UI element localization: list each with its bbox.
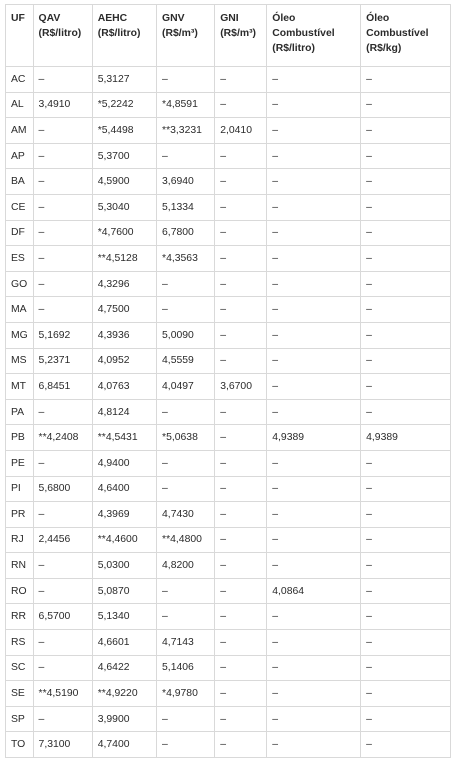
qav-cell: 5,6800 [33, 476, 92, 502]
gnv-cell: – [157, 67, 215, 93]
table-row [6, 655, 451, 681]
table-row [6, 92, 451, 118]
uf-cell: PB [6, 425, 34, 451]
uf-cell: RN [6, 553, 34, 579]
table-row [6, 194, 451, 220]
col-header-gnv [157, 5, 215, 67]
oleo-kg-cell: – [361, 92, 451, 118]
qav-cell: – [33, 630, 92, 656]
oleo-kg-cell: – [361, 732, 451, 758]
header-line: (R$/m³) [220, 28, 256, 39]
col-header-qav [33, 5, 92, 67]
oleo-litro-cell: – [267, 476, 361, 502]
oleo-litro-cell: – [267, 630, 361, 656]
gni-cell: 2,0410 [215, 118, 267, 144]
header-line: (R$/litro) [38, 28, 82, 39]
gni-cell: – [215, 630, 267, 656]
uf-cell: RJ [6, 527, 34, 553]
qav-cell: – [33, 450, 92, 476]
oleo-kg-cell: – [361, 246, 451, 272]
gni-cell: – [215, 502, 267, 528]
gni-cell: – [215, 348, 267, 374]
uf-cell: TO [6, 732, 34, 758]
oleo-litro-cell: – [267, 348, 361, 374]
gni-cell: – [215, 706, 267, 732]
aehc-cell: **4,4600 [92, 527, 156, 553]
gni-cell: – [215, 476, 267, 502]
qav-cell: 6,5700 [33, 604, 92, 630]
oleo-kg-cell: – [361, 297, 451, 323]
oleo-litro-cell: – [267, 297, 361, 323]
table-row [6, 578, 451, 604]
table-row [6, 502, 451, 528]
oleo-kg-cell: – [361, 322, 451, 348]
col-header-oleo-litro [267, 5, 361, 67]
aehc-cell: 5,0300 [92, 553, 156, 579]
gni-cell: – [215, 67, 267, 93]
aehc-cell: 4,9400 [92, 450, 156, 476]
oleo-kg-cell: – [361, 553, 451, 579]
uf-cell: SP [6, 706, 34, 732]
gnv-cell: *4,9780 [157, 681, 215, 707]
aehc-cell: 3,9900 [92, 706, 156, 732]
qav-cell: – [33, 399, 92, 425]
gni-cell: – [215, 553, 267, 579]
aehc-cell: *5,4498 [92, 118, 156, 144]
gnv-cell: 5,1334 [157, 194, 215, 220]
oleo-litro-cell: – [267, 118, 361, 144]
gni-cell: – [215, 425, 267, 451]
gnv-cell: – [157, 604, 215, 630]
gni-cell: – [215, 578, 267, 604]
oleo-litro-cell: – [267, 655, 361, 681]
header-line: UF [11, 13, 25, 24]
table-row [6, 271, 451, 297]
uf-cell: PR [6, 502, 34, 528]
uf-cell: AL [6, 92, 34, 118]
gni-cell: – [215, 450, 267, 476]
oleo-kg-cell: – [361, 374, 451, 400]
oleo-litro-cell: – [267, 450, 361, 476]
gnv-cell: **3,3231 [157, 118, 215, 144]
oleo-litro-cell: – [267, 732, 361, 758]
table-row [6, 322, 451, 348]
gnv-cell: 4,7430 [157, 502, 215, 528]
oleo-kg-cell: – [361, 502, 451, 528]
table-row [6, 348, 451, 374]
header-line: Combustível [272, 28, 335, 39]
qav-cell: – [33, 194, 92, 220]
uf-cell: RR [6, 604, 34, 630]
uf-cell: ES [6, 246, 34, 272]
gni-cell: – [215, 143, 267, 169]
oleo-litro-cell: – [267, 220, 361, 246]
oleo-kg-cell: – [361, 527, 451, 553]
gnv-cell: *4,3563 [157, 246, 215, 272]
col-header-gni [215, 5, 267, 67]
gni-cell: – [215, 322, 267, 348]
uf-cell: CE [6, 194, 34, 220]
gnv-cell: 4,0497 [157, 374, 215, 400]
header-line: (R$/m³) [162, 28, 198, 39]
gnv-cell: 5,1406 [157, 655, 215, 681]
qav-cell: – [33, 118, 92, 144]
oleo-litro-cell: – [267, 706, 361, 732]
gnv-cell: *4,8591 [157, 92, 215, 118]
gni-cell: – [215, 732, 267, 758]
aehc-cell: 4,8124 [92, 399, 156, 425]
table-row [6, 450, 451, 476]
col-header-aehc [92, 5, 156, 67]
gnv-cell: 4,7143 [157, 630, 215, 656]
uf-cell: MA [6, 297, 34, 323]
oleo-kg-cell: – [361, 450, 451, 476]
header-line: (R$/litro) [97, 28, 141, 39]
uf-cell: DF [6, 220, 34, 246]
oleo-litro-cell: – [267, 92, 361, 118]
gnv-cell: – [157, 297, 215, 323]
table-row [6, 67, 451, 93]
table-row [6, 220, 451, 246]
gni-cell: – [215, 246, 267, 272]
gni-cell: 3,6700 [215, 374, 267, 400]
gnv-cell: 4,8200 [157, 553, 215, 579]
aehc-cell: 4,6601 [92, 630, 156, 656]
oleo-litro-cell: – [267, 322, 361, 348]
table-row [6, 374, 451, 400]
oleo-kg-cell: – [361, 604, 451, 630]
uf-cell: AP [6, 143, 34, 169]
gni-cell: – [215, 194, 267, 220]
qav-cell: – [33, 655, 92, 681]
oleo-litro-cell: – [267, 502, 361, 528]
qav-cell: – [33, 143, 92, 169]
oleo-kg-cell: – [361, 143, 451, 169]
table-row [6, 706, 451, 732]
uf-cell: AM [6, 118, 34, 144]
header-line: Óleo [366, 13, 390, 24]
aehc-cell: *5,2242 [92, 92, 156, 118]
oleo-kg-cell: – [361, 681, 451, 707]
aehc-cell: 4,6422 [92, 655, 156, 681]
oleo-litro-cell: – [267, 374, 361, 400]
uf-cell: PA [6, 399, 34, 425]
header-line: Combustível [366, 28, 429, 39]
header-line: QAV [38, 13, 61, 24]
gni-cell: – [215, 527, 267, 553]
oleo-litro-cell: – [267, 67, 361, 93]
oleo-kg-cell: – [361, 655, 451, 681]
oleo-litro-cell: – [267, 271, 361, 297]
gni-cell: – [215, 169, 267, 195]
qav-cell: 7,3100 [33, 732, 92, 758]
table-row [6, 118, 451, 144]
table-row [6, 732, 451, 758]
gnv-cell: 6,7800 [157, 220, 215, 246]
oleo-litro-cell: – [267, 143, 361, 169]
table-row [6, 246, 451, 272]
aehc-cell: 4,7500 [92, 297, 156, 323]
header-line: GNI [220, 13, 239, 24]
col-header-uf [6, 5, 34, 67]
qav-cell: – [33, 67, 92, 93]
uf-cell: SE [6, 681, 34, 707]
qav-cell: 3,4910 [33, 92, 92, 118]
oleo-kg-cell: – [361, 630, 451, 656]
gnv-cell: – [157, 578, 215, 604]
qav-cell: – [33, 220, 92, 246]
oleo-kg-cell: – [361, 476, 451, 502]
table-header [6, 5, 451, 67]
oleo-litro-cell: – [267, 553, 361, 579]
gnv-cell: – [157, 143, 215, 169]
aehc-cell: 5,1340 [92, 604, 156, 630]
uf-cell: BA [6, 169, 34, 195]
gni-cell: – [215, 399, 267, 425]
header-line: GNV [162, 13, 185, 24]
oleo-kg-cell: – [361, 271, 451, 297]
oleo-litro-cell: – [267, 246, 361, 272]
gnv-cell: – [157, 450, 215, 476]
uf-cell: RO [6, 578, 34, 604]
qav-cell: **4,2408 [33, 425, 92, 451]
gni-cell: – [215, 681, 267, 707]
oleo-litro-cell: – [267, 527, 361, 553]
uf-cell: RS [6, 630, 34, 656]
gni-cell: – [215, 271, 267, 297]
gnv-cell: 4,5559 [157, 348, 215, 374]
gni-cell: – [215, 604, 267, 630]
gni-cell: – [215, 297, 267, 323]
aehc-cell: **4,5128 [92, 246, 156, 272]
gnv-cell: **4,4800 [157, 527, 215, 553]
oleo-kg-cell: – [361, 706, 451, 732]
oleo-litro-cell: 4,0864 [267, 578, 361, 604]
gni-cell: – [215, 92, 267, 118]
table-row [6, 527, 451, 553]
uf-cell: PI [6, 476, 34, 502]
oleo-kg-cell: – [361, 194, 451, 220]
uf-cell: SC [6, 655, 34, 681]
oleo-kg-cell: – [361, 118, 451, 144]
gni-cell: – [215, 220, 267, 246]
qav-cell: 5,1692 [33, 322, 92, 348]
qav-cell: – [33, 169, 92, 195]
qav-cell: 2,4456 [33, 527, 92, 553]
qav-cell: – [33, 553, 92, 579]
oleo-kg-cell: – [361, 220, 451, 246]
oleo-kg-cell: – [361, 399, 451, 425]
aehc-cell: 4,0763 [92, 374, 156, 400]
gnv-cell: 5,0090 [157, 322, 215, 348]
oleo-litro-cell: – [267, 399, 361, 425]
aehc-cell: 5,0870 [92, 578, 156, 604]
uf-cell: MG [6, 322, 34, 348]
qav-cell: – [33, 297, 92, 323]
col-header-oleo-kg [361, 5, 451, 67]
table-row [6, 630, 451, 656]
aehc-cell: 4,3969 [92, 502, 156, 528]
table-row [6, 681, 451, 707]
gnv-cell: 3,6940 [157, 169, 215, 195]
aehc-cell: 4,5900 [92, 169, 156, 195]
aehc-cell: 4,7400 [92, 732, 156, 758]
qav-cell: 6,8451 [33, 374, 92, 400]
oleo-litro-cell: – [267, 194, 361, 220]
header-line: (R$/litro) [272, 43, 315, 54]
gnv-cell: – [157, 706, 215, 732]
fuel-price-table [5, 4, 451, 758]
qav-cell: **4,5190 [33, 681, 92, 707]
header-row [6, 5, 451, 67]
table-body [6, 67, 451, 758]
oleo-kg-cell: 4,9389 [361, 425, 451, 451]
qav-cell: – [33, 706, 92, 732]
gnv-cell: – [157, 271, 215, 297]
oleo-litro-cell: 4,9389 [267, 425, 361, 451]
uf-cell: MS [6, 348, 34, 374]
oleo-kg-cell: – [361, 348, 451, 374]
oleo-kg-cell: – [361, 67, 451, 93]
aehc-cell: 4,6400 [92, 476, 156, 502]
uf-cell: MT [6, 374, 34, 400]
aehc-cell: **4,9220 [92, 681, 156, 707]
oleo-litro-cell: – [267, 681, 361, 707]
aehc-cell: 5,3040 [92, 194, 156, 220]
uf-cell: AC [6, 67, 34, 93]
aehc-cell: *4,7600 [92, 220, 156, 246]
gnv-cell: – [157, 399, 215, 425]
qav-cell: 5,2371 [33, 348, 92, 374]
qav-cell: – [33, 246, 92, 272]
aehc-cell: 4,3936 [92, 322, 156, 348]
table-row [6, 297, 451, 323]
gnv-cell: – [157, 476, 215, 502]
aehc-cell: 5,3127 [92, 67, 156, 93]
header-line: AEHC [97, 13, 128, 24]
oleo-kg-cell: – [361, 578, 451, 604]
header-line: (R$/kg) [366, 43, 402, 54]
aehc-cell: **4,5431 [92, 425, 156, 451]
uf-cell: GO [6, 271, 34, 297]
table-row [6, 399, 451, 425]
aehc-cell: 4,3296 [92, 271, 156, 297]
table-row [6, 143, 451, 169]
aehc-cell: 4,0952 [92, 348, 156, 374]
table-row [6, 604, 451, 630]
oleo-litro-cell: – [267, 604, 361, 630]
gnv-cell: *5,0638 [157, 425, 215, 451]
gnv-cell: – [157, 732, 215, 758]
table-row [6, 476, 451, 502]
oleo-litro-cell: – [267, 169, 361, 195]
header-line: Óleo [272, 13, 296, 24]
uf-cell: PE [6, 450, 34, 476]
table-row [6, 553, 451, 579]
qav-cell: – [33, 271, 92, 297]
aehc-cell: 5,3700 [92, 143, 156, 169]
table-row [6, 169, 451, 195]
qav-cell: – [33, 502, 92, 528]
oleo-kg-cell: – [361, 169, 451, 195]
table-row [6, 425, 451, 451]
gni-cell: – [215, 655, 267, 681]
qav-cell: – [33, 578, 92, 604]
